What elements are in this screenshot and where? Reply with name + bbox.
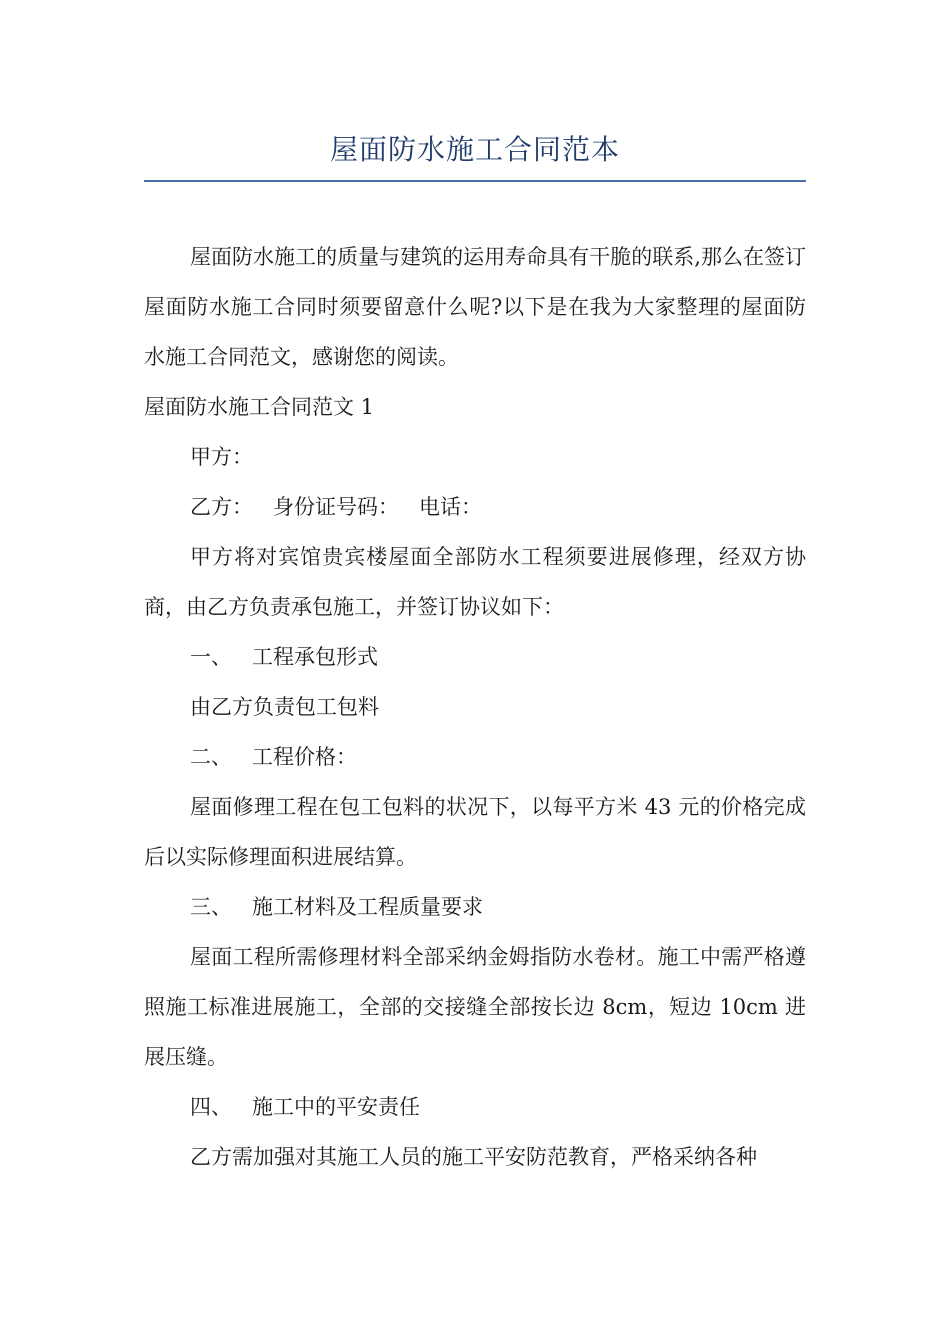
title-underline	[144, 180, 806, 182]
intro-paragraph: 屋面防水施工的质量与建筑的运用寿命具有干脆的联系,那么在签订屋面防水施工合同时须要留意什么呢?以下是在我为大家整理的屋面防水施工合同范文，感谢您的阅读。	[144, 245, 806, 369]
document-title: 屋面防水施工合同范本	[329, 133, 620, 166]
preamble-paragraph: 甲方将对宾馆贵宾楼屋面全部防水工程须要进展修理，经双方协商，由乙方负责承包施工，并签订协议如下：	[144, 545, 806, 619]
clause-3-heading: 三、 施工材料及工程质量要求	[190, 895, 484, 919]
section-heading: 屋面防水施工合同范文 1	[144, 395, 375, 419]
document-body	[144, 232, 806, 1182]
clause-2-text: 屋面修理工程在包工包料的状况下，以每平方米 43 元的价格完成后以实际修理面积进展结算。	[144, 795, 806, 869]
clause-3-text: 屋面工程所需修理材料全部采纳金姆指防水卷材。施工中需严格遵照施工标准进展施工，全部的交接缝全部按长边 8cm，短边 10cm 进展压缝。	[144, 945, 806, 1069]
party-b-line: 乙方： 身份证号码： 电话：	[190, 495, 483, 519]
clause-4-text: 乙方需加强对其施工人员的施工平安防范教育，严格采纳各种	[190, 1145, 757, 1169]
party-a-line: 甲方：	[190, 445, 253, 469]
clause-4-heading: 四、 施工中的平安责任	[190, 1095, 421, 1119]
clause-1-text: 由乙方负责包工包料	[190, 695, 379, 719]
clause-1-heading: 一、 工程承包形式	[190, 645, 379, 669]
clause-2-heading: 二、 工程价格：	[190, 745, 358, 769]
